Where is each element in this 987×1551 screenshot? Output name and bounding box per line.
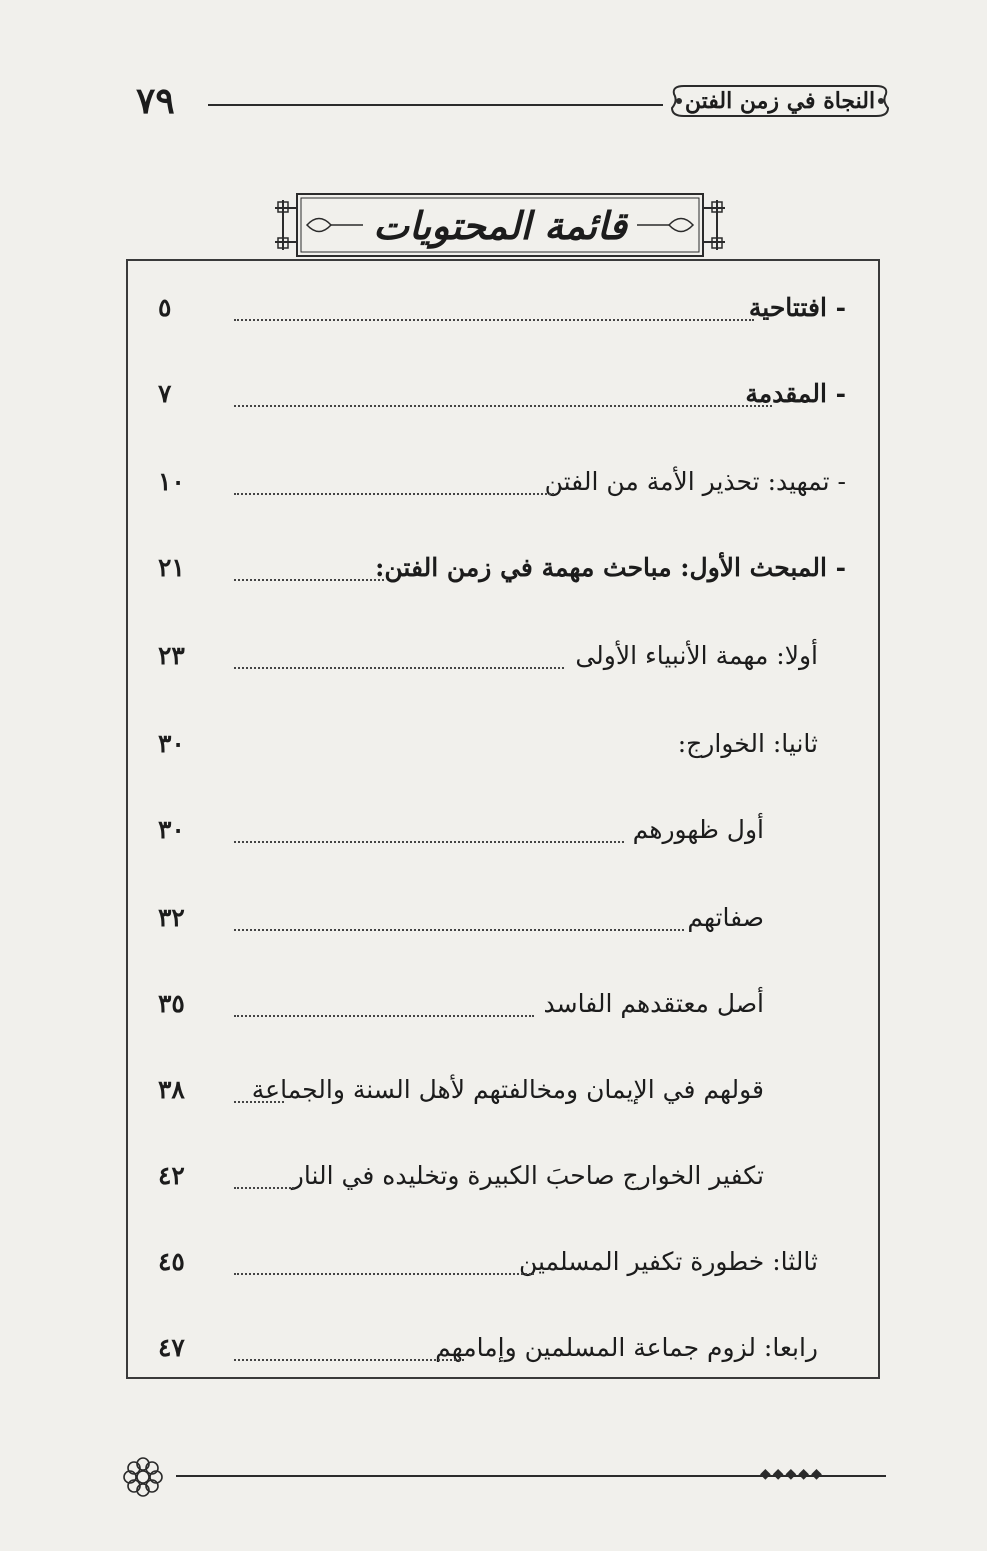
toc-entry bbox=[128, 1065, 882, 1125]
dot-leader bbox=[234, 1087, 284, 1103]
entry-title: رابعا: لزوم جماعة المسلمين وإمامهم bbox=[435, 1333, 818, 1362]
dot-leader bbox=[234, 1259, 534, 1275]
entry-title: - المبحث الأول: مباحث مهمة في زمن الفتن: bbox=[375, 553, 846, 582]
entry-title: - المقدمة bbox=[745, 379, 846, 408]
dot-leader bbox=[234, 305, 754, 321]
book-title-frame bbox=[670, 80, 890, 122]
entry-page-number: ٤٢ bbox=[158, 1161, 185, 1190]
toc-entry bbox=[128, 1151, 882, 1211]
dot-leader bbox=[234, 565, 384, 581]
toc-entry bbox=[128, 543, 882, 603]
entry-page-number: ٣٢ bbox=[158, 903, 185, 932]
dot-leader bbox=[234, 479, 554, 495]
toc-heading-frame bbox=[275, 192, 725, 260]
entry-page-number: ٧ bbox=[158, 379, 172, 408]
entry-page-number: ٣٠ bbox=[158, 815, 185, 844]
entry-title: صفاتهم bbox=[687, 903, 764, 932]
book-title: النجاة في زمن الفتن bbox=[684, 88, 876, 114]
toc-entry bbox=[128, 805, 882, 865]
entry-title: - تمهيد: تحذير الأمة من الفتن bbox=[544, 467, 846, 496]
entry-page-number: ٢٣ bbox=[158, 641, 185, 670]
entry-title: ثالثا: خطورة تكفير المسلمين bbox=[518, 1247, 818, 1276]
dot-leader bbox=[234, 827, 624, 843]
dot-leader bbox=[234, 1173, 294, 1189]
entry-page-number: ٣٠ bbox=[158, 729, 185, 758]
toc-entry bbox=[128, 1237, 882, 1297]
toc-entry bbox=[128, 283, 882, 343]
toc-entry bbox=[128, 631, 882, 691]
toc-heading: قائمة المحتويات bbox=[373, 203, 627, 248]
entry-page-number: ٢١ bbox=[158, 553, 185, 582]
toc-entry bbox=[128, 893, 882, 953]
entry-title: ثانيا: الخوارج: bbox=[677, 729, 818, 758]
page-number: ٧٩ bbox=[136, 80, 175, 122]
entry-title: - افتتاحية bbox=[748, 293, 846, 322]
entry-page-number: ٤٧ bbox=[158, 1333, 185, 1362]
toc-entry bbox=[128, 369, 882, 429]
entry-title: تكفير الخوارج صاحبَ الكبيرة وتخليده في النار bbox=[291, 1161, 764, 1190]
toc-entry bbox=[128, 457, 882, 517]
rosette-icon bbox=[120, 1454, 166, 1500]
footer-diamond-ornament: ◆◆◆◆◆ bbox=[760, 1466, 824, 1482]
entry-title: أولا: مهمة الأنبياء الأولى bbox=[575, 641, 818, 670]
entry-title: قولهم في الإيمان ومخالفتهم لأهل السنة والجماعة bbox=[251, 1075, 764, 1104]
entry-title: أول ظهورهم bbox=[632, 815, 764, 844]
entry-page-number: ٥ bbox=[158, 293, 172, 322]
entry-title: أصل معتقدهم الفاسد bbox=[543, 989, 764, 1018]
entry-page-number: ٤٥ bbox=[158, 1247, 185, 1276]
toc-box bbox=[126, 259, 880, 1379]
dot-leader bbox=[234, 391, 772, 407]
page-footer bbox=[120, 1448, 900, 1508]
entry-page-number: ٣٥ bbox=[158, 989, 185, 1018]
toc-entry bbox=[128, 979, 882, 1039]
toc-entry bbox=[128, 1323, 882, 1383]
dot-leader bbox=[234, 915, 684, 931]
dot-leader bbox=[234, 1001, 534, 1017]
header-rule bbox=[208, 104, 663, 106]
toc-entry bbox=[128, 719, 882, 779]
page-header bbox=[118, 72, 898, 132]
entry-page-number: ١٠ bbox=[158, 467, 185, 496]
dot-leader bbox=[234, 1345, 464, 1361]
dot-leader bbox=[234, 653, 564, 669]
entry-page-number: ٣٨ bbox=[158, 1075, 185, 1104]
